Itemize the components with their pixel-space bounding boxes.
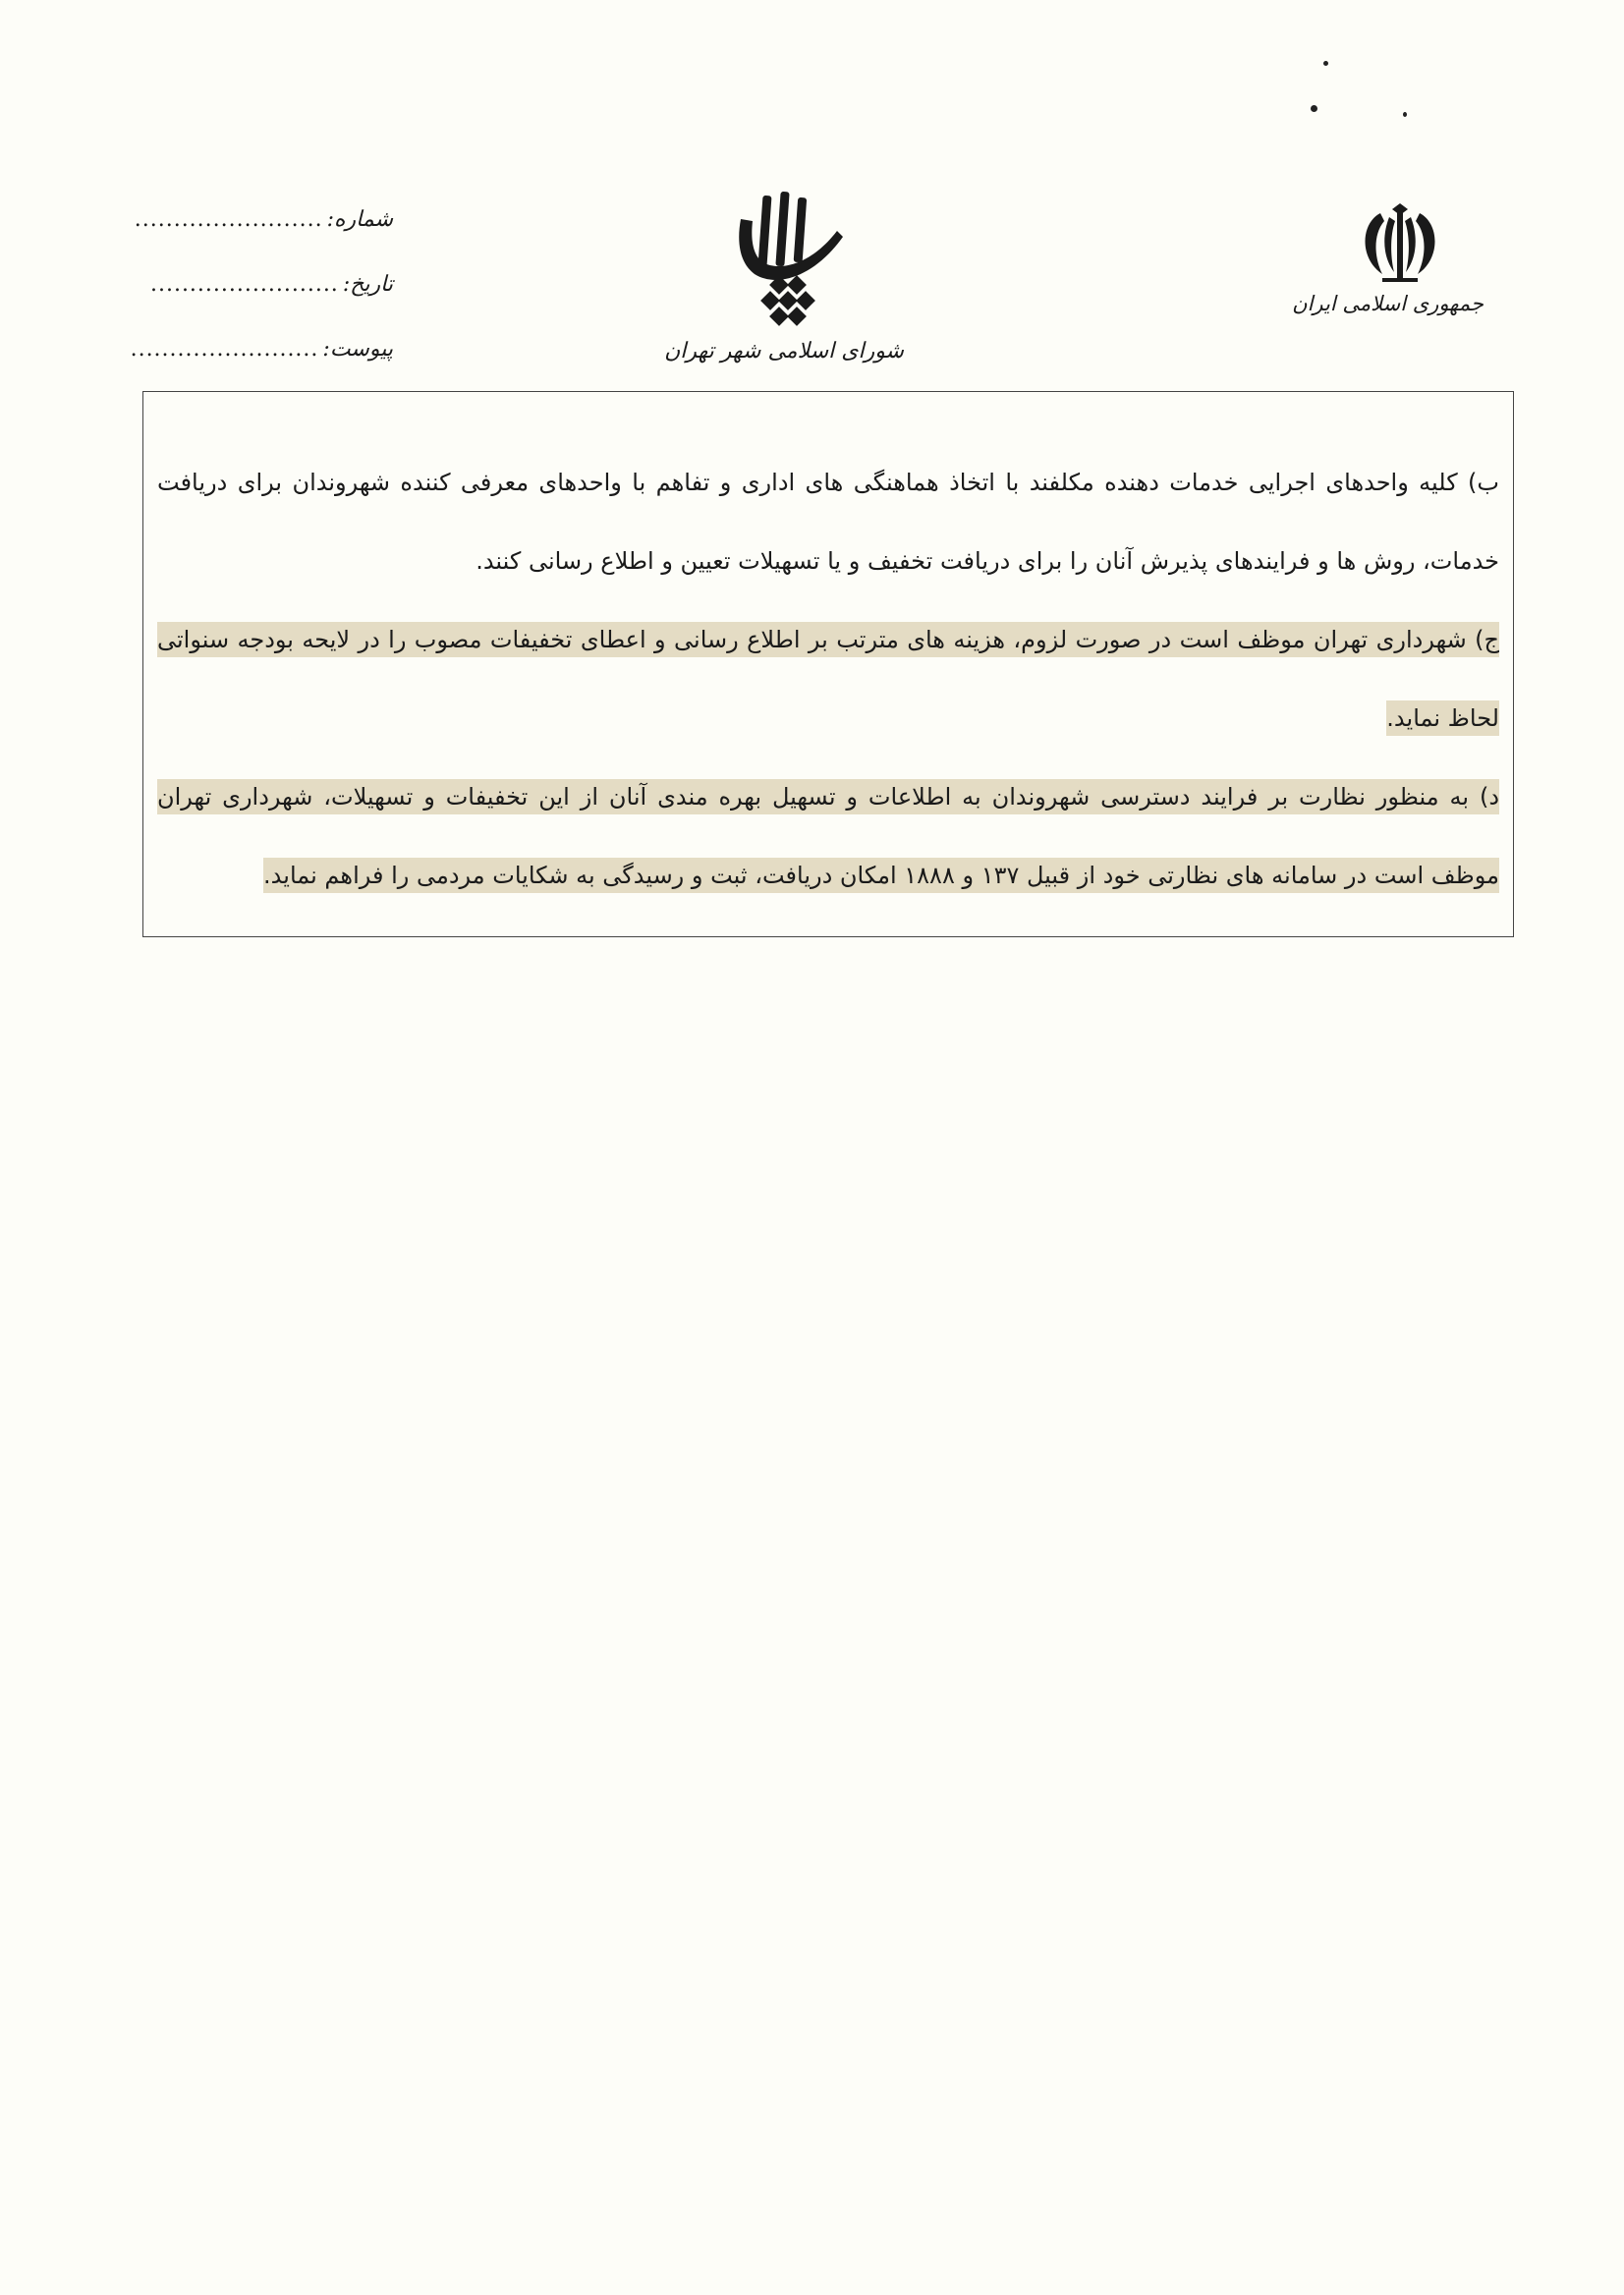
clause-b [157,443,1499,600]
field-attachment-label: پیوست: [322,336,393,362]
scan-speck [1403,112,1407,117]
field-attachment [130,316,393,381]
emblem-caption: جمهوری اسلامی ایران [1292,292,1484,315]
clause-d-text: د) به منظور نظارت بر فرایند دسترسی شهروندان به اطلاعات و تسهیل بهره مندی آنان از این تخفیفات و تسهیلات، شهرداری تهران موظف است در سامانه های نظارتی خود از قبیل ۱۳۷ و ۱۸۸۸ امکان دریافت، ثبت و رسیدگی به شکایات مردمی را فراهم نماید. [157,779,1499,893]
field-date [138,252,393,316]
field-attachment-value: ........................ [130,336,319,362]
field-number-value: ........................ [134,206,323,232]
clause-j-text: ج) شهرداری تهران موظف است در صورت لزوم، هزینه های مترتب بر اطلاع رسانی و اعطای تخفیفات مصوب را در لایحه بودجه سنواتی لحاظ نماید. [157,622,1499,736]
field-date-value: ........................ [149,271,339,297]
scan-speck [1323,61,1328,66]
council-logo-block [664,192,904,388]
field-date-label: تاریخ: [342,271,393,297]
council-caption: شورای اسلامی شهر تهران [664,339,904,364]
clause-j [157,600,1499,757]
scan-speck [1311,105,1317,112]
field-number [134,187,393,252]
clause-d [157,757,1499,915]
resolution-text-box [142,391,1514,937]
iran-emblem-icon [1353,201,1447,286]
council-logo-icon [717,192,855,337]
iran-emblem-block [1292,201,1484,339]
clause-b-text: ب) کلیه واحدهای اجرایی خدمات دهنده مکلفند با اتخاذ هماهنگی های اداری و تفاهم با واحدهای معرفی کننده شهروندان برای دریافت خدمات، روش ها و فرایندهای پذیرش آنان را برای دریافت تخفیف و یا تسهیلات تعیین و اطلاع رسانی کنند. [157,469,1499,575]
field-number-label: شماره: [326,206,393,232]
letter-fields [130,187,393,381]
